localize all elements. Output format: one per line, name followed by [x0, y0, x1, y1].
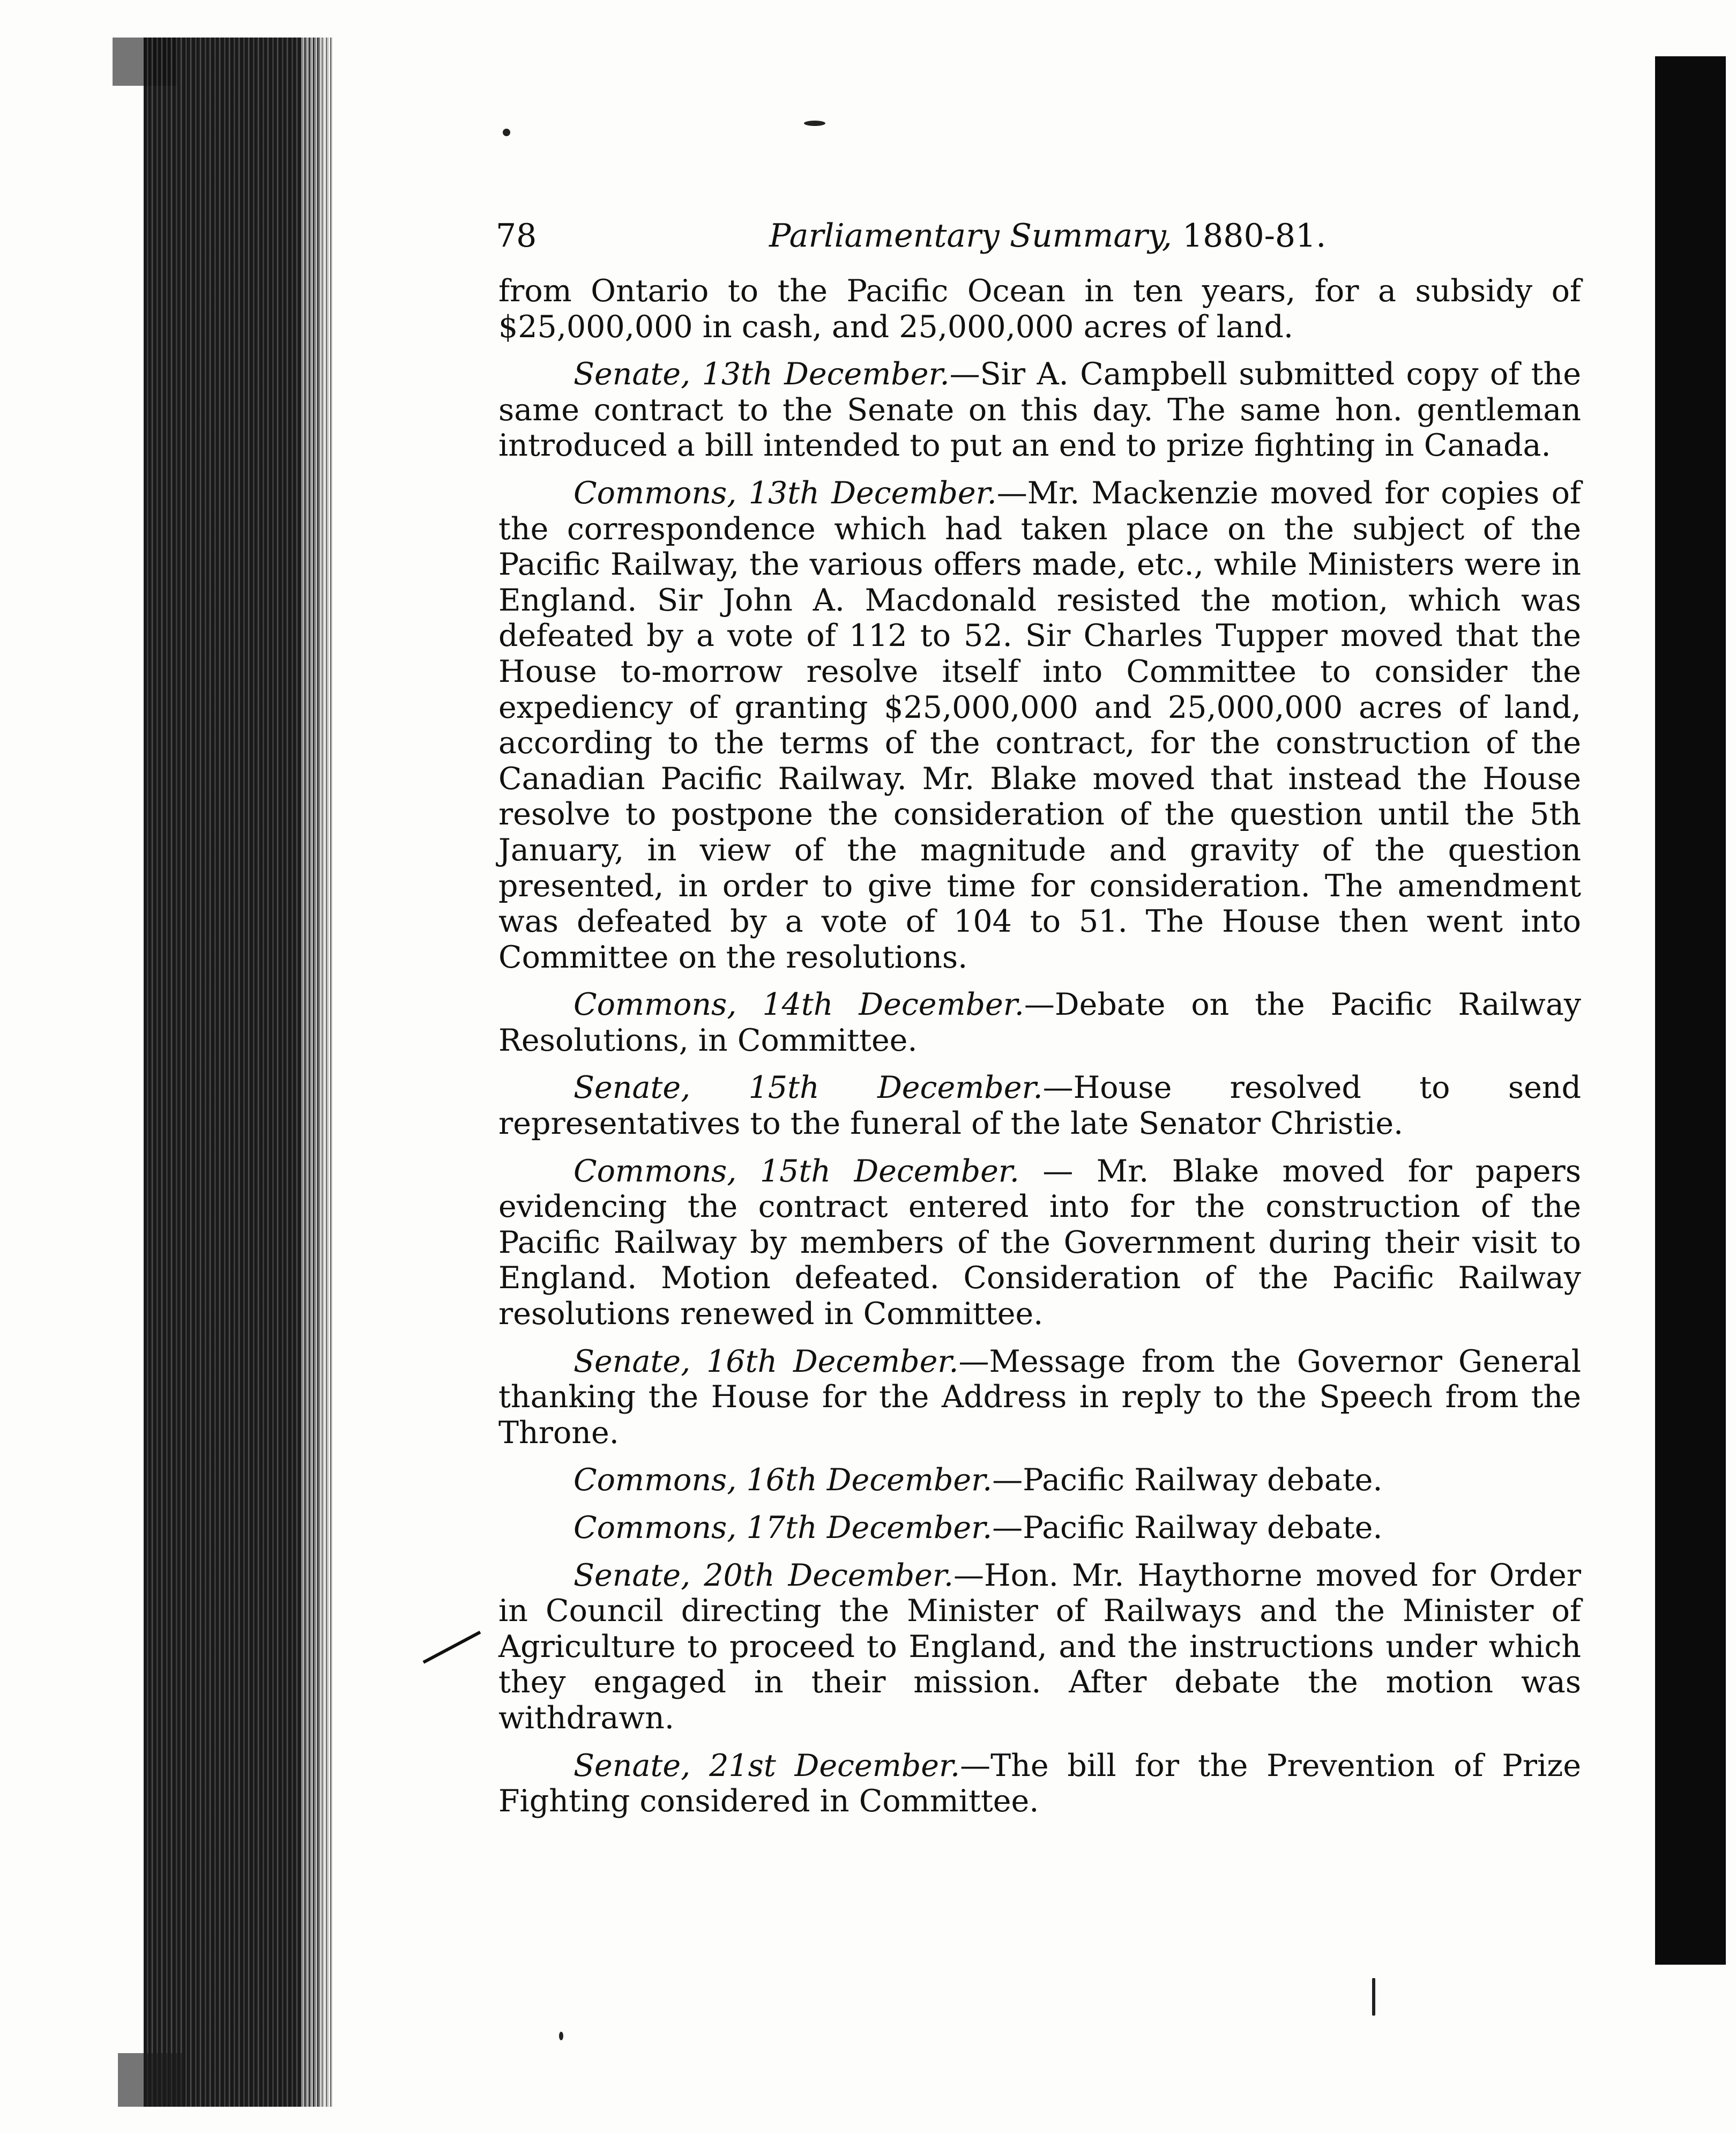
- binding-edge-fade: [300, 38, 332, 2107]
- paragraph-text: —Mr. Mackenzie moved for copies of the correspondence which had taken place on the subject of the Pacific Railway, the various offers made, etc., while Ministers were in England. Sir John A. Macdonald resisted the motion, which was defeated by a vote of 112 to 52. Sir Charles Tupper moved that the House to-morrow resolve itself into Committee to consider the expediency of granting $25,000,000 and 25,000,000 acres of land, according to the terms of the contract, for the construction of the Canadian Pacific Railway. Mr. Blake moved that instead the House resolve to postpone the consideration of the question until the 5th January, in view of the magnitude and gravity of the question presented, in order to give time for consideration. The amendment was defeated by a vote of 104 to 51. The House then went into Committee on the resolutions.: [498, 475, 1581, 975]
- paragraph: [498, 1070, 1581, 1141]
- paragraph-lead: Commons, 17th December.: [573, 1510, 993, 1545]
- scan-speck: [804, 121, 825, 126]
- paragraph-text: —Sir A. Campbell submitted copy of the same contract to the Senate on this day. The same hon. gentleman introduced a bill intended to put an end to prize fighting in Canada.: [498, 356, 1581, 464]
- running-title: [769, 212, 1326, 260]
- binding-shadow-bottom: [118, 2053, 182, 2107]
- paragraph-text: —Pacific Railway debate.: [992, 1510, 1383, 1545]
- body-text: [498, 273, 1581, 1831]
- scan-speck: [1372, 1978, 1375, 2016]
- running-title-text: Parliamentary Summary,: [769, 217, 1172, 255]
- paragraph: [498, 987, 1581, 1058]
- paragraph-lead: Commons, 16th December.: [573, 1462, 993, 1498]
- paragraph-lead: Commons, 14th December.: [573, 987, 1024, 1023]
- running-title-year: 1880-81.: [1182, 217, 1327, 255]
- paragraph-text: —Hon. Mr. Haythorne moved for Order in Council directing the Minister of Railways and the Minister of Agriculture to proceed to England, and the instructions under which they engaged in their mission. After debate the motion was withdrawn.: [498, 1557, 1582, 1736]
- paragraph: [498, 356, 1581, 464]
- paragraph-lead: Senate, 21st December.: [573, 1748, 960, 1783]
- paragraph-text: —The bill for the Prevention of Prize Fighting considered in Committee.: [498, 1748, 1581, 1819]
- running-header: [496, 212, 1327, 260]
- paragraph: [498, 1558, 1581, 1736]
- paragraph-lead: Senate, 20th December.: [573, 1557, 953, 1593]
- scan-edge-bar: [1655, 56, 1726, 1965]
- pen-stroke-mark: [423, 1631, 481, 1664]
- paragraph-text: —House resolved to send representatives to the funeral of the late Senator Christie.: [498, 1070, 1581, 1142]
- paragraph: [498, 1154, 1581, 1332]
- paragraph-lead: Commons, 13th December.: [573, 475, 997, 511]
- paragraph-text: — Mr. Blake moved for papers evidencing the contract entered into for the construction of the Pacific Railway by members of the Government during their visit to England. Motion defeated. Consideration of the Pacific Railway resolutions renewed in Committee.: [498, 1153, 1581, 1332]
- paragraph-text: —Pacific Railway debate.: [992, 1462, 1383, 1498]
- paragraph-text: from Ontario to the Pacific Ocean in ten years, for a subsidy of $25,000,000 in cash, and 25,000,000 acres of land.: [498, 273, 1581, 345]
- paragraph: [498, 1510, 1581, 1546]
- paragraph: [498, 1344, 1581, 1451]
- paragraph: [498, 1462, 1581, 1498]
- paragraph: [498, 475, 1581, 975]
- paragraph: [498, 1748, 1581, 1819]
- scan-speck: [559, 2032, 563, 2040]
- scan-speck: [503, 129, 510, 136]
- paragraph-lead: Senate, 16th December.: [573, 1343, 959, 1379]
- paragraph-lead: Senate, 13th December.: [573, 356, 950, 392]
- paragraph-text: —Debate on the Pacific Railway Resolutions, in Committee.: [498, 987, 1582, 1058]
- paragraph: [498, 273, 1581, 345]
- paragraph-lead: Senate, 15th December.: [573, 1070, 1043, 1106]
- page-number: 78: [496, 217, 537, 255]
- book-binding-edge: [144, 38, 321, 2107]
- paragraph-text: —Message from the Governor General thanking the House for the Address in reply to the Speech from the Throne.: [498, 1343, 1582, 1451]
- paragraph-lead: Commons, 15th December.: [573, 1153, 1019, 1189]
